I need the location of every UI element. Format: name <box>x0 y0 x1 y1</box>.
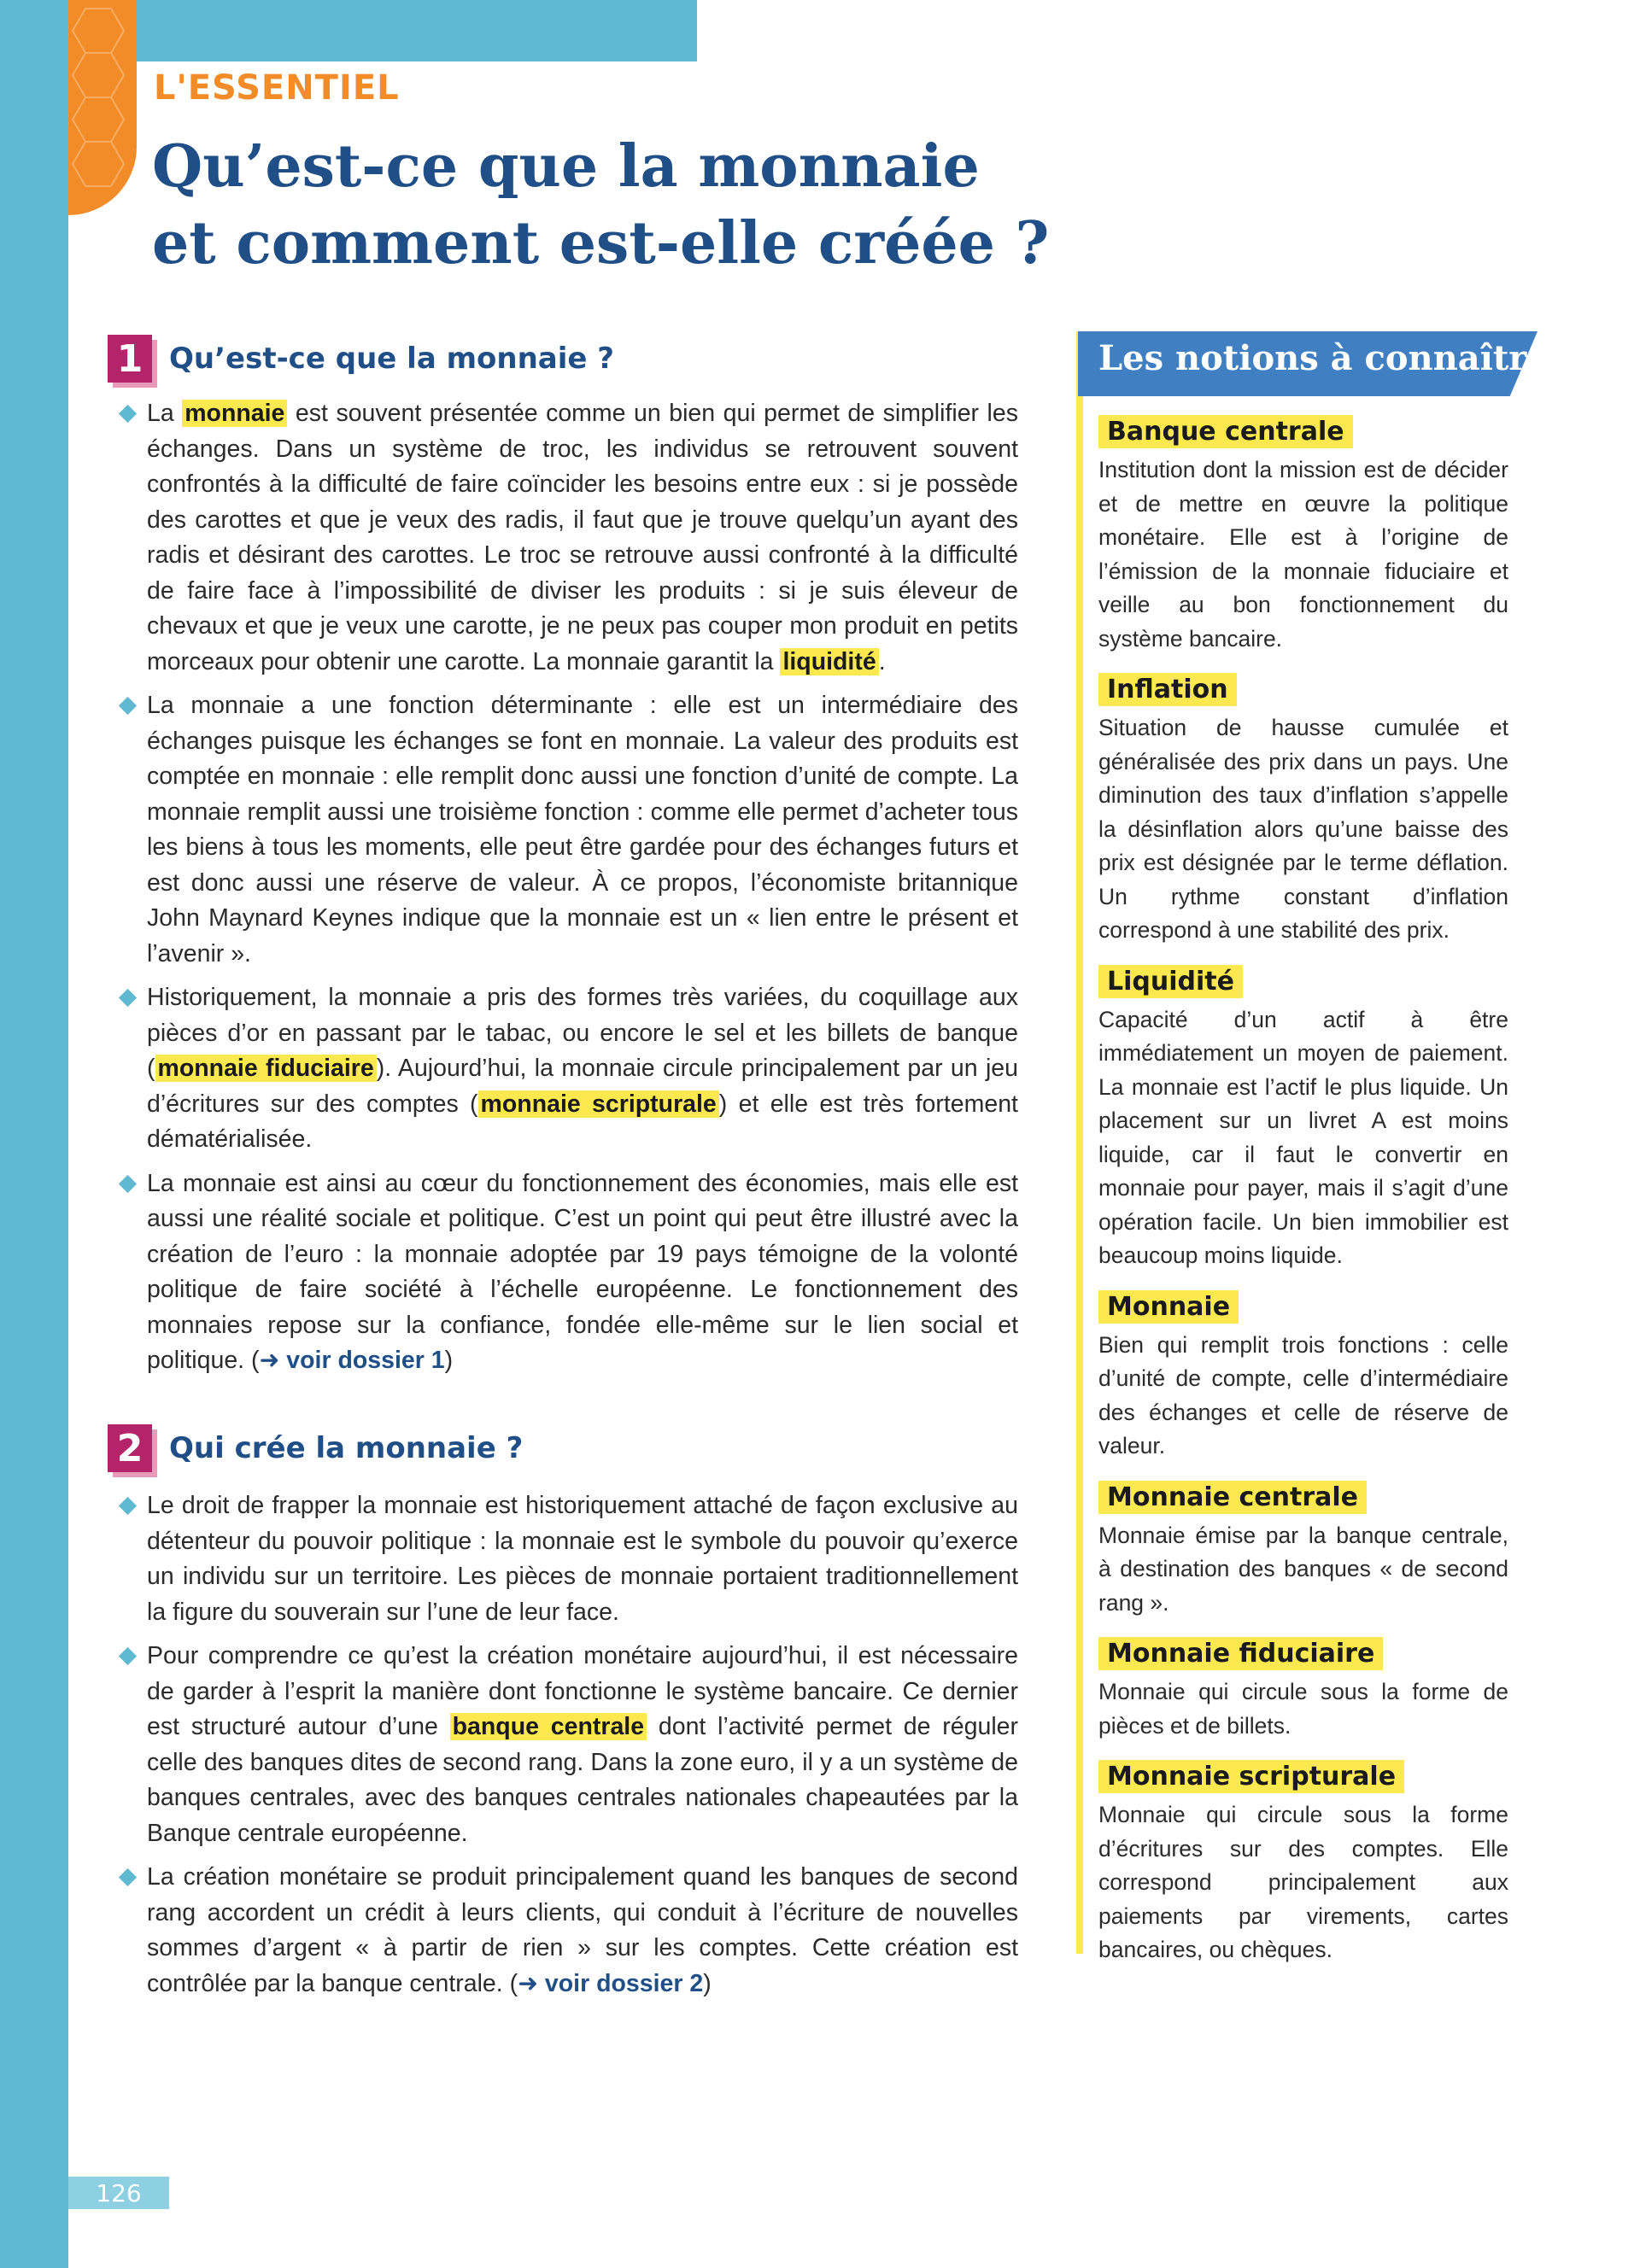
text: ) et elle est très fortement dématérialisée. <box>147 1090 1018 1153</box>
section-2-title: Qui crée la monnaie ? <box>169 1431 524 1465</box>
highlight-term: monnaie fiduciaire <box>155 1055 377 1082</box>
text: Historiquement, la monnaie a pris des formes très variées, du coquillage aux pièces d’or en passant par le tabac, ou encore le sel et les billets de banque ( <box>147 984 1018 1082</box>
notions-list <box>1098 408 1508 1978</box>
notions-sidebar-title: Les notions à connaître <box>1098 338 1549 378</box>
text: . <box>878 647 886 675</box>
diamond-bullet-icon <box>119 697 137 715</box>
page-number: 126 <box>68 2177 169 2209</box>
notion-item <box>1098 1283 1508 1464</box>
text: ) <box>444 1347 454 1374</box>
list-item <box>121 1639 1018 1851</box>
notion-definition: Monnaie émise par la banque centrale, à destination des banques « de second rang ». <box>1098 1522 1508 1616</box>
text: ) <box>703 1969 712 1997</box>
notion-term: Inflation <box>1098 673 1237 706</box>
section-1-title: Qu’est-ce que la monnaie ? <box>169 342 615 376</box>
list-item <box>121 980 1018 1158</box>
text: Le droit de frapper la monnaie est historiquement attaché de façon exclusive au détenteur du pouvoir politique : la monnaie est le symbole du pouvoir qu’exerce un individu sur un territoire. Les pièces de monnaie portaient traditionnellement la figure du souverain sur l’une de leur face. <box>147 1492 1018 1626</box>
text: La monnaie a une fonction déterminante : elle est un intermédiaire des échanges puisque les échanges se font en monnaie. La valeur des produits est comptée en monnaie : elle remplit donc aussi une fonction d’unité de compte. La monnaie remplit aussi une troisième fonction : comme elle permet d’acheter tous les biens à tous les moments, elle peut être gardée pour des échanges futurs et est donc aussi une réserve de valeur. À ce propos, l’économiste britannique John Maynard Keynes indique que la monnaie est un « lien entre le présent et l’avenir ». <box>147 692 1018 967</box>
highlight-term: monnaie scripturale <box>478 1090 719 1118</box>
list-item <box>121 1860 1018 2002</box>
highlight-term: banque centrale <box>450 1713 647 1740</box>
top-color-band <box>68 0 697 61</box>
text: La création monétaire se produit principalement quand les banques de second rang accordent un crédit à leurs clients, qui conduit à l’écriture de nouvelles sommes d’argent « à partir de rien » sur les comptes. Cette création est contrôlée par la banque centrale. ( <box>147 1863 1018 1997</box>
notion-definition: Monnaie qui circule sous la forme d’écritures sur des comptes. Elle correspond principalement aux paiements par virements, cartes bancaires, ou chèques. <box>1098 1802 1508 1962</box>
notion-item <box>1098 666 1508 948</box>
notion-term: Monnaie scripturale <box>1098 1760 1404 1793</box>
section-1-number: 1 <box>108 335 152 383</box>
notion-item <box>1098 958 1508 1273</box>
list-item <box>121 1166 1018 1379</box>
list-item <box>121 1488 1018 1630</box>
section-2-heading <box>108 1424 523 1472</box>
notion-item <box>1098 1753 1508 1967</box>
dossier-1-link[interactable]: ➜ voir dossier 1 <box>259 1347 445 1374</box>
diamond-bullet-icon <box>119 405 137 423</box>
orange-hexagon-tab <box>68 0 137 215</box>
notion-term: Liquidité <box>1098 965 1243 998</box>
notion-item <box>1098 1474 1508 1621</box>
text: est souvent présentée comme un bien qui permet de simplifier les échanges. Dans un système de troc, les individus se retrouvent souvent confrontés à la difficulté de faire coïncider les besoins entre eux : si je possède des carottes et que je veux des radis, il faut que je trouve quelqu’un ayant des radis et désirant des carottes. Le troc se retrouve aussi confronté à la difficulté de faire face à l’impossibilité de diviser les produits : si je suis éleveur de chevaux et que je veux une carotte, je ne peux pas couper mon produit en petits morceaux pour obtenir une carotte. La monnaie garantit la <box>147 400 1018 675</box>
section-2-bullets <box>121 1488 1018 2010</box>
text: dont l’activité permet de réguler celle des banques dites de second rang. Dans la zone euro, il y a un système de banques centrales, avec des banques centrales nationales chapeautées par la Banque centrale européenne. <box>147 1713 1019 1847</box>
page-title-line-1: Qu’est-ce que la monnaie <box>152 132 980 201</box>
page-title-line-2: et comment est-elle créée ? <box>152 209 1050 278</box>
notion-term: Monnaie fiduciaire <box>1098 1637 1383 1670</box>
diamond-bullet-icon <box>119 1647 137 1665</box>
left-color-band <box>0 0 68 2268</box>
notion-definition: Bien qui remplit trois fonctions : celle d’unité de compte, celle d’intermédiaire des échanges et celle de réserve de valeur. <box>1098 1331 1508 1458</box>
notion-definition: Situation de hausse cumulée et généralisée des prix dans un pays. Une diminution des taux d’inflation s’appelle la désinflation alors qu’une baisse des prix est désignée par le terme déflation. Un rythme constant d’inflation correspond à une stabilité des prix. <box>1098 715 1508 943</box>
highlight-term: liquidité <box>780 648 878 675</box>
page-title <box>152 128 1092 282</box>
text: La <box>147 400 183 427</box>
section-2-number: 2 <box>108 1424 152 1472</box>
text: Pour comprendre ce qu’est la création monétaire aujourd’hui, il est nécessaire de garder à l’esprit la manière dont fonctionne le système bancaire. Ce dernier est structuré autour d’une <box>147 1642 1018 1740</box>
notion-item <box>1098 408 1508 656</box>
diamond-bullet-icon <box>119 1174 137 1192</box>
dossier-2-link[interactable]: ➜ voir dossier 2 <box>518 1969 704 1997</box>
text: ). Aujourd’hui, la monnaie circule principalement par un jeu d’écritures sur des comptes ( <box>147 1055 1018 1118</box>
diamond-bullet-icon <box>119 989 137 1007</box>
notion-definition: Monnaie qui circule sous la forme de pièces et de billets. <box>1098 1679 1508 1739</box>
notion-term: Banque centrale <box>1098 415 1353 448</box>
diamond-bullet-icon <box>119 1497 137 1515</box>
section-1-bullets <box>121 396 1018 1388</box>
notion-term: Monnaie <box>1098 1290 1239 1324</box>
notion-term: Monnaie centrale <box>1098 1481 1367 1514</box>
highlight-term: monnaie <box>182 400 287 427</box>
section-kicker: L'ESSENTIEL <box>154 68 400 108</box>
notion-item <box>1098 1630 1508 1743</box>
notion-definition: Capacité d’un actif à être immédiatement un moyen de paiement. La monnaie est l’actif le plus liquide. Un placement sur un livret A est moins liquide, car il faut le convertir en monnaie pour payer, mais il s’agit d’une opération facile. Un bien immobilier est beaucoup moins liquide. <box>1098 1006 1508 1268</box>
list-item <box>121 396 1018 680</box>
diamond-bullet-icon <box>119 1868 137 1886</box>
section-1-heading <box>108 335 614 383</box>
hexagon-pattern-icon <box>68 0 137 215</box>
list-item <box>121 688 1018 972</box>
notion-definition: Institution dont la mission est de décider et de mettre en œuvre la politique monétaire. Elle est à l’origine de l’émission de la monnaie fiduciaire et veille au bon fonctionnement du système bancaire. <box>1098 457 1508 652</box>
text: La monnaie est ainsi au cœur du fonctionnement des économies, mais elle est aussi une réalité sociale et politique. C’est un point qui peut être illustré avec la création de l’euro : la monnaie adoptée par 19 pays témoigne de la volonté politique de faire société à l’échelle européenne. Le fonctionnement des monnaies repose sur la confiance, fondée elle-même sur le lien social et politique. ( <box>147 1169 1018 1374</box>
